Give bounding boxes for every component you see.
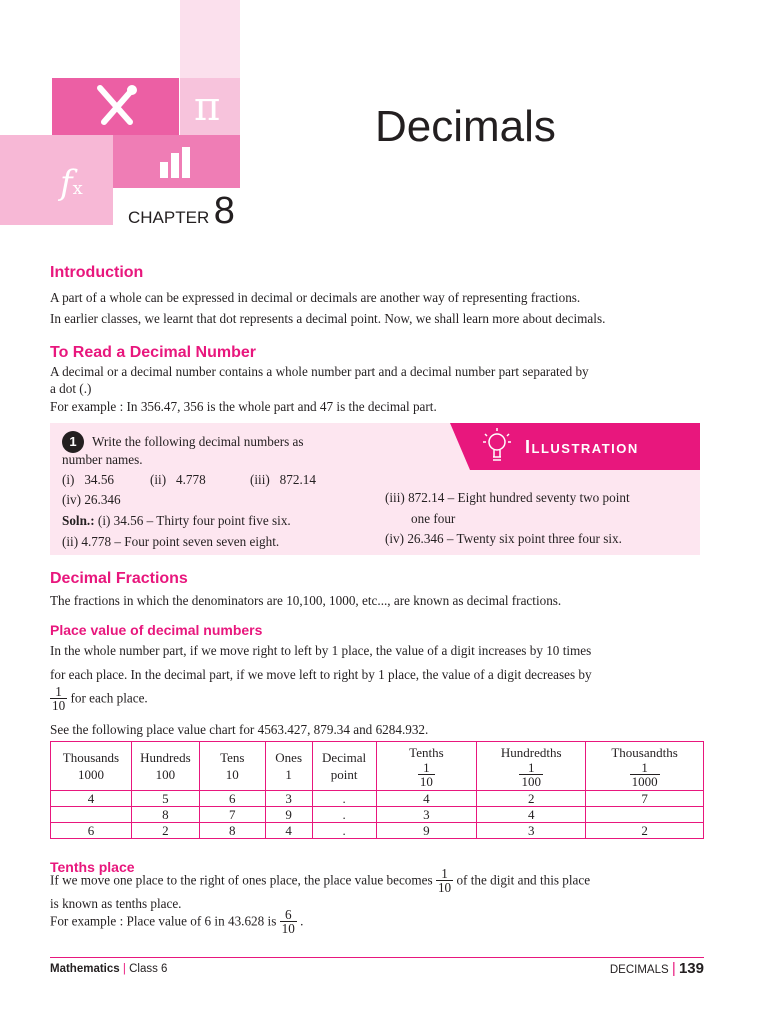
table-cell: 3 <box>376 807 477 823</box>
table-cell: 8 <box>199 823 265 839</box>
place-value-line-4: See the following place value chart for 4563.427, 879.34 and 6284.932. <box>50 722 429 737</box>
question-item-1: (i) 34.56 <box>62 472 115 487</box>
table-cell: 9 <box>265 807 312 823</box>
chapter-heading <box>128 192 235 230</box>
table-cell <box>586 807 704 823</box>
table-cell: 4 <box>265 823 312 839</box>
header-block-pi <box>180 78 240 135</box>
section-heading-introduction: Introduction <box>50 264 144 281</box>
header-block-tools <box>52 78 179 135</box>
footer-right <box>610 960 704 977</box>
table-cell: 8 <box>131 807 199 823</box>
chapter-number: 8 <box>213 190 235 232</box>
table-cell: 6 <box>199 791 265 807</box>
question-line-2: number names. <box>62 452 143 467</box>
read-line-3: For example : In 356.47, 356 is the whole part and 47 is the decimal part. <box>50 399 437 414</box>
table-cell: . <box>312 823 376 839</box>
table-cell: 4 <box>376 791 477 807</box>
place-value-line-3: $\frac{1}{10}$ for each place. <box>52 684 148 713</box>
fraction-six-tenths: $\frac{6}{10}$ <box>281 907 295 936</box>
table-cell: 9 <box>376 823 477 839</box>
page-title: Decimals <box>375 102 556 151</box>
table-cell: 4 <box>477 807 586 823</box>
illustration-box <box>50 423 700 555</box>
illustration-badge-label: Illustration <box>525 437 639 457</box>
table-cell: 4 <box>51 791 132 807</box>
table-row <box>51 823 704 839</box>
place-value-line-1: In the whole number part, if we move right to left by 1 place, the value of a digit increases by 10 times <box>50 643 592 658</box>
table-header-cell: Decimal point <box>312 742 376 791</box>
tenths-line-2: is known as tenths place. <box>50 896 182 911</box>
soln-line-2: (ii) 4.778 – Four point seven seven eight. <box>62 534 280 549</box>
function-icon: fx <box>60 163 83 203</box>
table-cell <box>51 807 132 823</box>
table-cell: 6 <box>51 823 132 839</box>
page-number: 139 <box>678 960 704 977</box>
illustration-badge <box>450 423 700 470</box>
soln-text-1: (i) 34.56 – Thirty four point five six. <box>97 513 291 528</box>
question-item-2: (ii) 4.778 <box>150 472 206 487</box>
soln-line-3a: (iii) 872.14 – Eight hundred seventy two point <box>385 490 630 505</box>
table-cell: 7 <box>199 807 265 823</box>
table-header-row <box>51 742 704 791</box>
section-heading-decimal-fractions: Decimal Fractions <box>50 570 188 587</box>
table-cell: . <box>312 807 376 823</box>
question-item-3: (iii) 872.14 <box>250 472 316 487</box>
footer-chapter: DECIMALS <box>609 964 669 976</box>
footer-class: Class 6 <box>129 963 168 975</box>
fractions-line-1: The fractions in which the denominators are 10,100, 1000, etc..., are known as decimal fractions. <box>50 593 562 608</box>
soln-line-3b: one four <box>411 511 456 526</box>
footer-left <box>50 963 167 975</box>
tenths-line-1: If we move one place to the right of ones place, the place value becomes $\frac{1}{10}$ of the digit and this place <box>50 866 591 895</box>
table-header-cell: Hundredths $\frac{1}{100}$ <box>477 742 586 791</box>
footer-separator: | <box>122 963 126 975</box>
subheading-tenths-place: Tenths place <box>50 859 135 875</box>
chapter-label: CHAPTER <box>128 208 210 227</box>
soln-line-1 <box>62 511 291 531</box>
fraction-one-tenth: $\frac{1}{10}$ <box>52 684 66 713</box>
intro-line-2: In earlier classes, we learnt that dot represents a decimal point. Now, we shall learn more about decimals. <box>50 311 606 326</box>
read-line-1: A decimal or a decimal number contains a whole number part and a decimal number part separated by <box>50 364 589 379</box>
table-cell: . <box>312 791 376 807</box>
lightbulb-icon <box>480 426 514 466</box>
place-value-line-2: for each place. In the decimal part, if we move left to right by 1 place, the value of a digit decreases by <box>50 667 592 682</box>
bar-chart-icon <box>113 135 240 188</box>
question-line-1: Write the following decimal numbers as <box>92 434 304 449</box>
table-row <box>51 791 704 807</box>
table-cell: 2 <box>586 823 704 839</box>
table-cell: 5 <box>131 791 199 807</box>
pi-icon: π <box>194 84 221 130</box>
table-header-cell: Tenths $\frac{1}{10}$ <box>376 742 477 791</box>
place-value-table <box>50 741 704 839</box>
footer-subject: Mathematics <box>50 963 120 975</box>
read-line-2: a dot (.) <box>50 381 92 396</box>
footer-rule <box>50 957 704 958</box>
tenths-line-3: For example : Place value of 6 in 43.628 is $\frac{6}{10}$ . <box>50 907 304 936</box>
soln-line-4: (iv) 26.346 – Twenty six point three four six. <box>385 531 622 546</box>
header-block-chart <box>113 135 240 188</box>
soln-label: Soln.: <box>62 513 95 528</box>
table-header-cell: Thousands 1000 <box>51 742 132 791</box>
header-block-function <box>0 135 113 225</box>
section-heading-read: To Read a Decimal Number <box>50 344 256 361</box>
table-header-cell: Thousandths $\frac{1}{1000}$ <box>586 742 704 791</box>
table-cell: 7 <box>586 791 704 807</box>
table-header-cell: Tens 10 <box>199 742 265 791</box>
table-row <box>51 807 704 823</box>
intro-line-1: A part of a whole can be expressed in decimal or decimals are another way of representing fractions. <box>50 290 581 305</box>
subheading-place-value: Place value of decimal numbers <box>50 622 263 638</box>
table-header-cell: Hundreds 100 <box>131 742 199 791</box>
fraction-one-tenth: $\frac{1}{10}$ <box>437 866 452 895</box>
table-cell: 2 <box>131 823 199 839</box>
tools-icon <box>52 78 179 135</box>
table-cell: 2 <box>477 791 586 807</box>
table-cell: 3 <box>265 791 312 807</box>
footer-separator: | <box>671 960 676 977</box>
illustration-number-badge: 1 <box>62 431 84 453</box>
table-header-cell: Ones 1 <box>265 742 312 791</box>
table-cell: 3 <box>477 823 586 839</box>
header-block-top-right-light <box>180 0 240 78</box>
question-item-4: (iv) 26.346 <box>62 492 121 507</box>
